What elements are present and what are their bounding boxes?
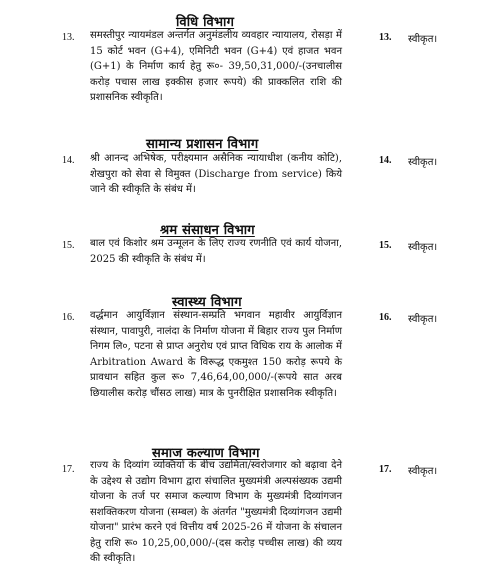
item-text-17: राज्य के दिव्यांग व्यक्तियों के बीच उद्यमिता/स्वरोजगार को बढ़ावा देने के उद्देश्य से उद्योग विभाग द्वारा संचालित मुख्यमंत्री अल्पसंख्यक उद्यमी योजना के तर्ज पर समाज कल्याण विभाग के मुख्यमंत्री दिव्यांगजन सशक्तिकरण योजना (सम्बल) के अंतर्गत "मुख्यमंत्री दिव्यांगजन उद्यमी योजना" प्रारंभ करने एवं वित्तीय वर्ष 2025-26 में योजना के संचालन हेतु राशि रू० 10,25,00,000/-(दस करोड़ पच्चीस लाख) की व्यय की स्वीकृति। [90,460,342,564]
department-heading-social-welfare: समाज कल्याण विभाग [152,446,260,461]
item-text-16: वर्द्धमान आयुर्विज्ञान संस्थान-सम्प्रति भगवान महावीर आयुर्विज्ञान संस्थान, पावापुरी, नालंदा के निर्माण योजना में बिहार राज्य पुल निर्माण निगम लि०, पटना से प्राप्त अनुरोध एवं प्राप्त विधिक राय के आलोक में Arbitration Award के विरूद्ध एकमुश्त 150 करोड़ रूपये के प्रावधान सहित कुल रू० 7,46,64,00,000/-(रूपये सात अरब छियालीस करोड़ चौंसठ लाख) मात्र के पुनरीक्षित प्रशासनिक स्वीकृति। [90,310,342,399]
item-text-13: समस्तीपुर न्यायमंडल अन्तर्गत अनुमंडलीय व्यवहार न्यायालय, रोसड़ा में 15 कोर्ट भवन (G+4), एमिनिटी भवन (G+4) एवं हाजत भवन (G+1) के निर्माण कार्य हेतु रू०- 39,50,31,000/-(उनचालीस करोड़ पचास लाख इक्कीस हजार रूपये) की प्राक्कलित राशि की प्रशासनिक स्वीकृति। [90,30,342,103]
item-text-15: बाल एवं किशोर श्रम उन्मूलन के लिए राज्य रणनीति एवं कार्य योजना, 2025 की स्वीकृति के संबंध में। [90,238,342,265]
ref-number-13: 13. [379,32,392,43]
status-approved-15: स्वीकृत। [408,242,438,253]
department-heading-labour-resources: श्रम संसाधन विभाग [160,223,255,238]
item-number-17: 17. [62,464,75,475]
status-approved-16: स्वीकृत। [408,314,438,325]
item-number-15: 15. [62,240,75,251]
status-approved-14: स्वीकृत। [408,157,438,168]
item-number-14: 14. [62,155,75,166]
department-heading-general-administration: सामान्य प्रशासन विभाग [146,137,259,152]
status-approved-17: स्वीकृत। [408,466,438,477]
item-number-16: 16. [62,312,75,323]
ref-number-14: 14. [379,155,392,166]
item-text-14: श्री आनन्द अभिषेक, परीक्ष्यमान असैनिक न्यायाधीश (कनीय कोटि), शेखपुरा को सेवा से विमुक्त (Discharge from service) किये जाने की स्वीकृति के संबंध में। [90,153,342,195]
department-heading-health: स्वास्थ्य विभाग [172,295,242,310]
item-number-13: 13. [62,32,75,43]
status-approved-13: स्वीकृत। [408,34,438,45]
ref-number-16: 16. [379,312,392,323]
department-heading-law: विधि विभाग [176,15,235,30]
ref-number-17: 17. [379,464,392,475]
ref-number-15: 15. [379,240,392,251]
